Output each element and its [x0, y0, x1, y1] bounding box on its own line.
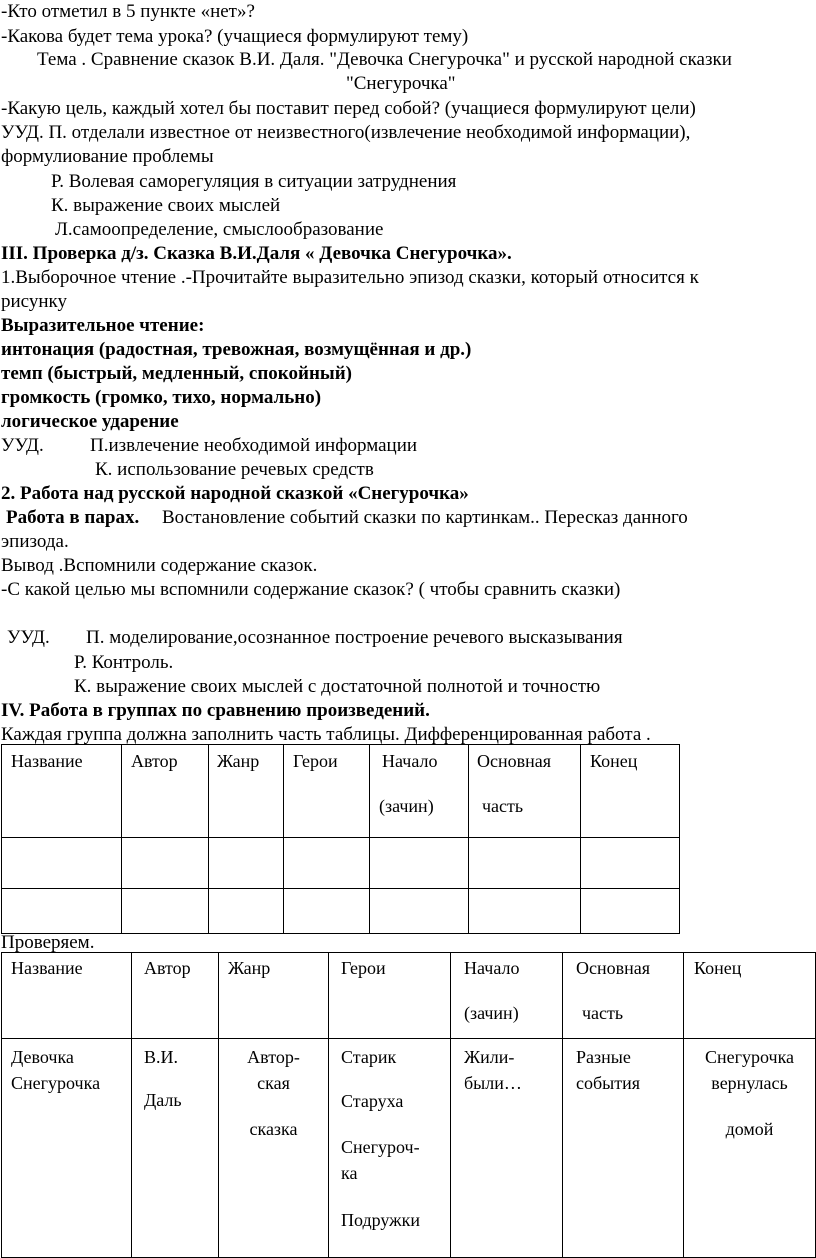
table-cell: [122, 889, 209, 934]
text-line: -С какой целью мы вспомнили содержание сказок? ( чтобы сравнить сказки): [1, 579, 621, 600]
text-line: Р. Волевая саморегуляция в ситуации затруднения: [51, 171, 457, 192]
table-row: [2, 838, 680, 889]
table-cell: [284, 889, 370, 934]
text-line: 1.Выборочное чтение .-Прочитайте выразительно эпизод сказки, который относится к: [1, 267, 699, 288]
text-line: формулиование проблемы: [1, 146, 214, 167]
table-cell: [370, 838, 469, 889]
cell-text: Автор-: [247, 1047, 300, 1067]
table-cell: [370, 889, 469, 934]
header-cell: Автор: [131, 751, 178, 771]
text-line: эпизода.: [1, 531, 69, 552]
table-cell: [581, 838, 680, 889]
text-line: -Какую цель, каждый хотел бы поставит перед собой? (учащиеся формулируют цели): [1, 98, 696, 119]
header-cell: Жанр: [228, 958, 271, 978]
cell-text: Даль: [144, 1090, 182, 1110]
text-line: УУД.: [7, 627, 50, 648]
header-cell: Основная: [477, 751, 552, 771]
text-line: Востановление событий сказки по картинкам.. Пересказ данного: [162, 507, 688, 528]
text-line: К. использование речевых средств: [95, 459, 374, 480]
header-cell: Конец: [694, 958, 742, 978]
section-heading: III. Проверка д/з. Сказка В.И.Даля « Девочка Снегурочка».: [1, 243, 512, 264]
cell-text: вернулась: [711, 1073, 788, 1093]
section-heading: 2. Работа над русской народной сказкой «Снегурочка»: [1, 483, 469, 504]
cell-text: сказка: [249, 1119, 298, 1139]
text-line: УУД.: [1, 435, 44, 456]
text-line: рисунку: [1, 291, 67, 312]
header-cell: часть: [482, 796, 524, 816]
cell-text: Подружки: [341, 1210, 420, 1230]
cell-text: были…: [464, 1073, 522, 1093]
cell-text: домой: [725, 1119, 774, 1139]
cell-text: Разные: [576, 1047, 631, 1067]
table-row: [2, 1039, 816, 1258]
text-line: Проверяем.: [1, 932, 95, 953]
text-line: К. выражение своих мыслей с достаточной полнотой и точностю: [74, 676, 601, 697]
table-header-row: [2, 745, 680, 838]
header-cell: Герои: [341, 958, 386, 978]
header-cell: Название: [11, 958, 83, 978]
table-cell: [2, 889, 122, 934]
header-cell: Начало: [382, 751, 438, 771]
cell-text: Старик: [341, 1047, 397, 1067]
table-cell: [581, 889, 680, 934]
header-cell: (зачин): [379, 796, 434, 816]
section-heading: IV. Работа в группах по сравнению произведений.: [1, 700, 430, 721]
header-cell: Конец: [590, 751, 638, 771]
header-cell: Основная: [576, 958, 651, 978]
bold-line: логическое ударение: [1, 411, 179, 432]
cell-text: Снегуроч-: [341, 1137, 420, 1157]
bold-line: Выразительное чтение:: [1, 315, 205, 336]
text-line: УУД. П. отделали известное от неизвестного(извлечение необходимой информации),: [1, 122, 691, 143]
text-line: Р. Контроль.: [74, 652, 174, 673]
table-header-row: [2, 953, 816, 1039]
cell-text: Старуха: [341, 1091, 404, 1111]
header-cell: Герои: [293, 751, 338, 771]
text-line: Тема . Сравнение сказок В.И. Даля. "Девочка Снегурочка" и русской народной сказки: [37, 49, 732, 70]
header-cell: Жанр: [217, 751, 260, 771]
cell-text: В.И.: [144, 1047, 179, 1067]
cell-text: Снегурочка: [704, 1047, 795, 1067]
header-cell: Автор: [144, 958, 191, 978]
table-cell: [469, 838, 581, 889]
bold-line: интонация (радостная, тревожная, возмущённая и др.): [1, 339, 472, 360]
table-cell: [469, 889, 581, 934]
cell-text: события: [576, 1073, 641, 1093]
text-line: П. моделирование,осознанное построение речевого высказывания: [86, 627, 623, 648]
header-cell: (зачин): [464, 1003, 519, 1023]
header-cell: Название: [11, 751, 83, 771]
cell-text: ка: [341, 1163, 358, 1183]
text-line: Л.самоопределение, смыслообразование: [55, 219, 384, 240]
text-line: К. выражение своих мыслей: [51, 195, 281, 216]
text-line: П.извлечение необходимой информации: [90, 435, 418, 456]
table-row: [2, 889, 680, 934]
cell-text: Девочка: [11, 1047, 74, 1067]
table-cell: [2, 838, 122, 889]
cell-text: Снегурочка: [11, 1073, 101, 1093]
text-line: -Какова будет тема урока? (учащиеся формулируют тему): [1, 26, 469, 47]
cell-text: Жили-: [464, 1047, 515, 1067]
text-line: Вывод .Вспомнили содержание сказок.: [1, 555, 318, 576]
text-line: Каждая группа должна заполнить часть таблицы. Дифференцированная работа .: [1, 724, 651, 745]
table-cell: [122, 838, 209, 889]
table-cell: [284, 838, 370, 889]
comparison-table-empty: [1, 744, 680, 934]
bold-line: Работа в парах.: [6, 507, 140, 528]
table-cell: [209, 838, 284, 889]
bold-line: громкость (громко, тихо, нормально): [1, 387, 322, 408]
header-cell: часть: [582, 1003, 624, 1023]
comparison-table-filled: [1, 952, 816, 1258]
bold-line: темп (быстрый, медленный, спокойный): [1, 363, 352, 384]
cell-text: ская: [257, 1073, 290, 1093]
header-cell: Начало: [464, 958, 520, 978]
text-line: "Снегурочка": [346, 73, 456, 94]
table-cell: [209, 889, 284, 934]
text-line: -Кто отметил в 5 пункте «нет»?: [1, 1, 255, 22]
